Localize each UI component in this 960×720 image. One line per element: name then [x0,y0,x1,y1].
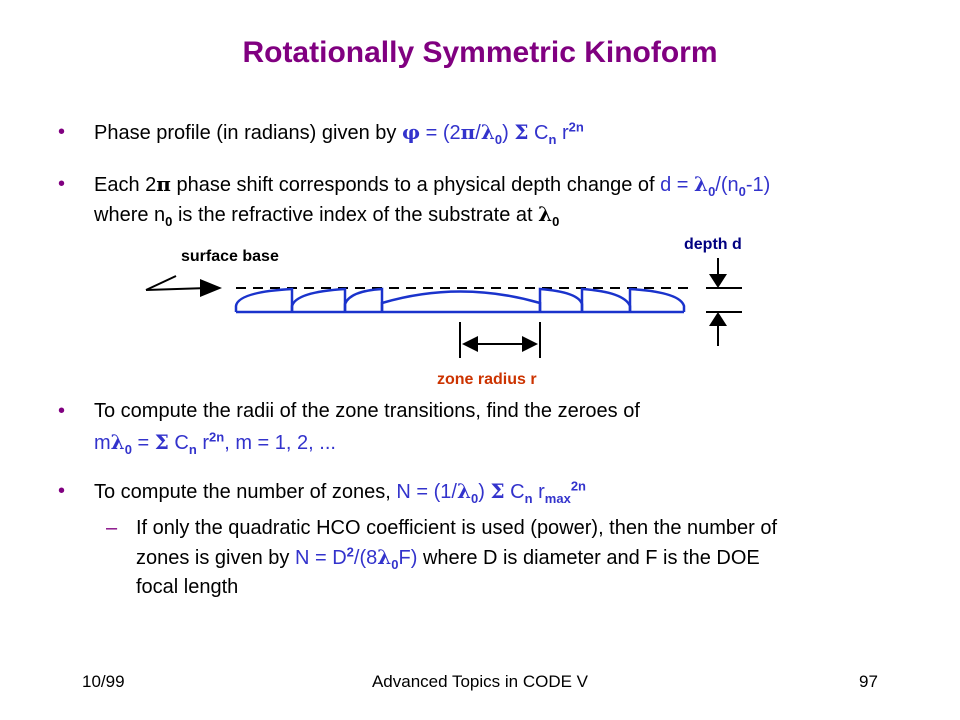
formula-part: F) [398,547,418,569]
superscript: 2n [209,429,225,445]
subscript: 0 [552,214,560,229]
bullet-dot: • [58,480,66,502]
pi-symbol: π [460,120,476,144]
formula-part: /(8 [353,547,378,569]
subscript: 0 [494,132,503,147]
sub-bullet-text: If only the quadratic HCO coefficient is used (power), then the number of [136,517,778,539]
pi-symbol: π [156,172,171,196]
sub-bullet-text: focal length [136,576,239,598]
depth-arrow-up-icon [709,312,727,326]
formula-part: C [528,122,549,144]
depth-markers [706,258,742,346]
zone-radius-label: zone radius r [437,371,537,388]
formula-part: N = D [294,547,347,569]
bullet-text: Each 2 [94,174,157,196]
lambda-symbol: λ [110,430,125,454]
formula-part: N = (1/ [396,481,457,503]
subscript: n [188,442,197,457]
formula-part: -1) [745,174,771,196]
formula-part: m [94,432,111,454]
subscript: 0 [708,184,716,199]
subscript: n [548,132,557,147]
footer-title: Advanced Topics in CODE V [371,672,589,691]
superscript: 2n [568,119,584,135]
bullet-text: To compute the number of zones, [94,481,397,503]
lambda-symbol: λ [538,202,553,226]
depth-arrow-down-icon [709,274,727,288]
subscript: n [524,491,533,506]
bullet-dot: • [58,121,66,143]
subscript: 0 [738,184,746,199]
sub-bullet-dash: – [106,517,118,539]
bullet-text: Phase profile (in radians) given by [94,122,402,144]
formula-part: = (2 [420,122,461,144]
lambda-symbol: λ [694,172,709,196]
formula-part: r [532,481,545,503]
formula-part: r [556,122,569,144]
sigma-symbol: Σ [514,120,529,144]
bullet-text: is the refractive index of the substrate at [172,204,539,226]
formula-part: ) [478,481,491,503]
subscript: 0 [165,214,173,229]
formula-part: , m = 1, 2, ... [224,432,336,454]
subscript: max [544,491,571,506]
footer-page-number: 97 [859,672,878,691]
lambda-symbol: λ [377,545,392,569]
surface-base-label: surface base [181,248,279,265]
zone-profiles [236,289,684,312]
lambda-symbol: λ [456,479,472,503]
subscript: 0 [471,491,479,506]
formula-part: r [196,432,210,454]
bullet-text: phase shift corresponds to a physical depth change of [170,174,661,196]
superscript: 2 [346,544,354,560]
subscript: 0 [391,557,399,572]
slide-title: Rotationally Symmetric Kinoform [242,36,718,69]
superscript: 2n [570,478,586,494]
depth-d-label: depth d [684,236,742,253]
sigma-symbol: Σ [490,479,505,503]
surface-base-arrow [146,276,222,297]
zone-arrow-left-icon [462,336,478,352]
formula-part: d = [660,174,695,196]
formula-part: / [475,122,481,144]
subscript: 0 [124,442,132,457]
sub-bullet-text: where D is diameter and F is the DOE [417,547,760,569]
lambda-symbol: λ [480,120,495,144]
bullet-dot: • [58,173,66,195]
footer-date: 10/99 [82,672,125,691]
sub-bullet-text: zones is given by [136,547,295,569]
formula-part: C [168,432,189,454]
sigma-symbol: Σ [154,430,169,454]
bullet-dot: • [58,400,66,422]
zone-arrow-right-icon [522,336,538,352]
phi-symbol: φ [401,120,421,144]
formula-part: = [131,432,155,454]
bullet-text: To compute the radii of the zone transitions, find the zeroes of [94,400,640,422]
formula-part: /(n [715,174,739,196]
formula-part: ) [502,122,515,144]
formula-part: C [504,481,525,503]
bullet-text: where n [94,204,166,226]
